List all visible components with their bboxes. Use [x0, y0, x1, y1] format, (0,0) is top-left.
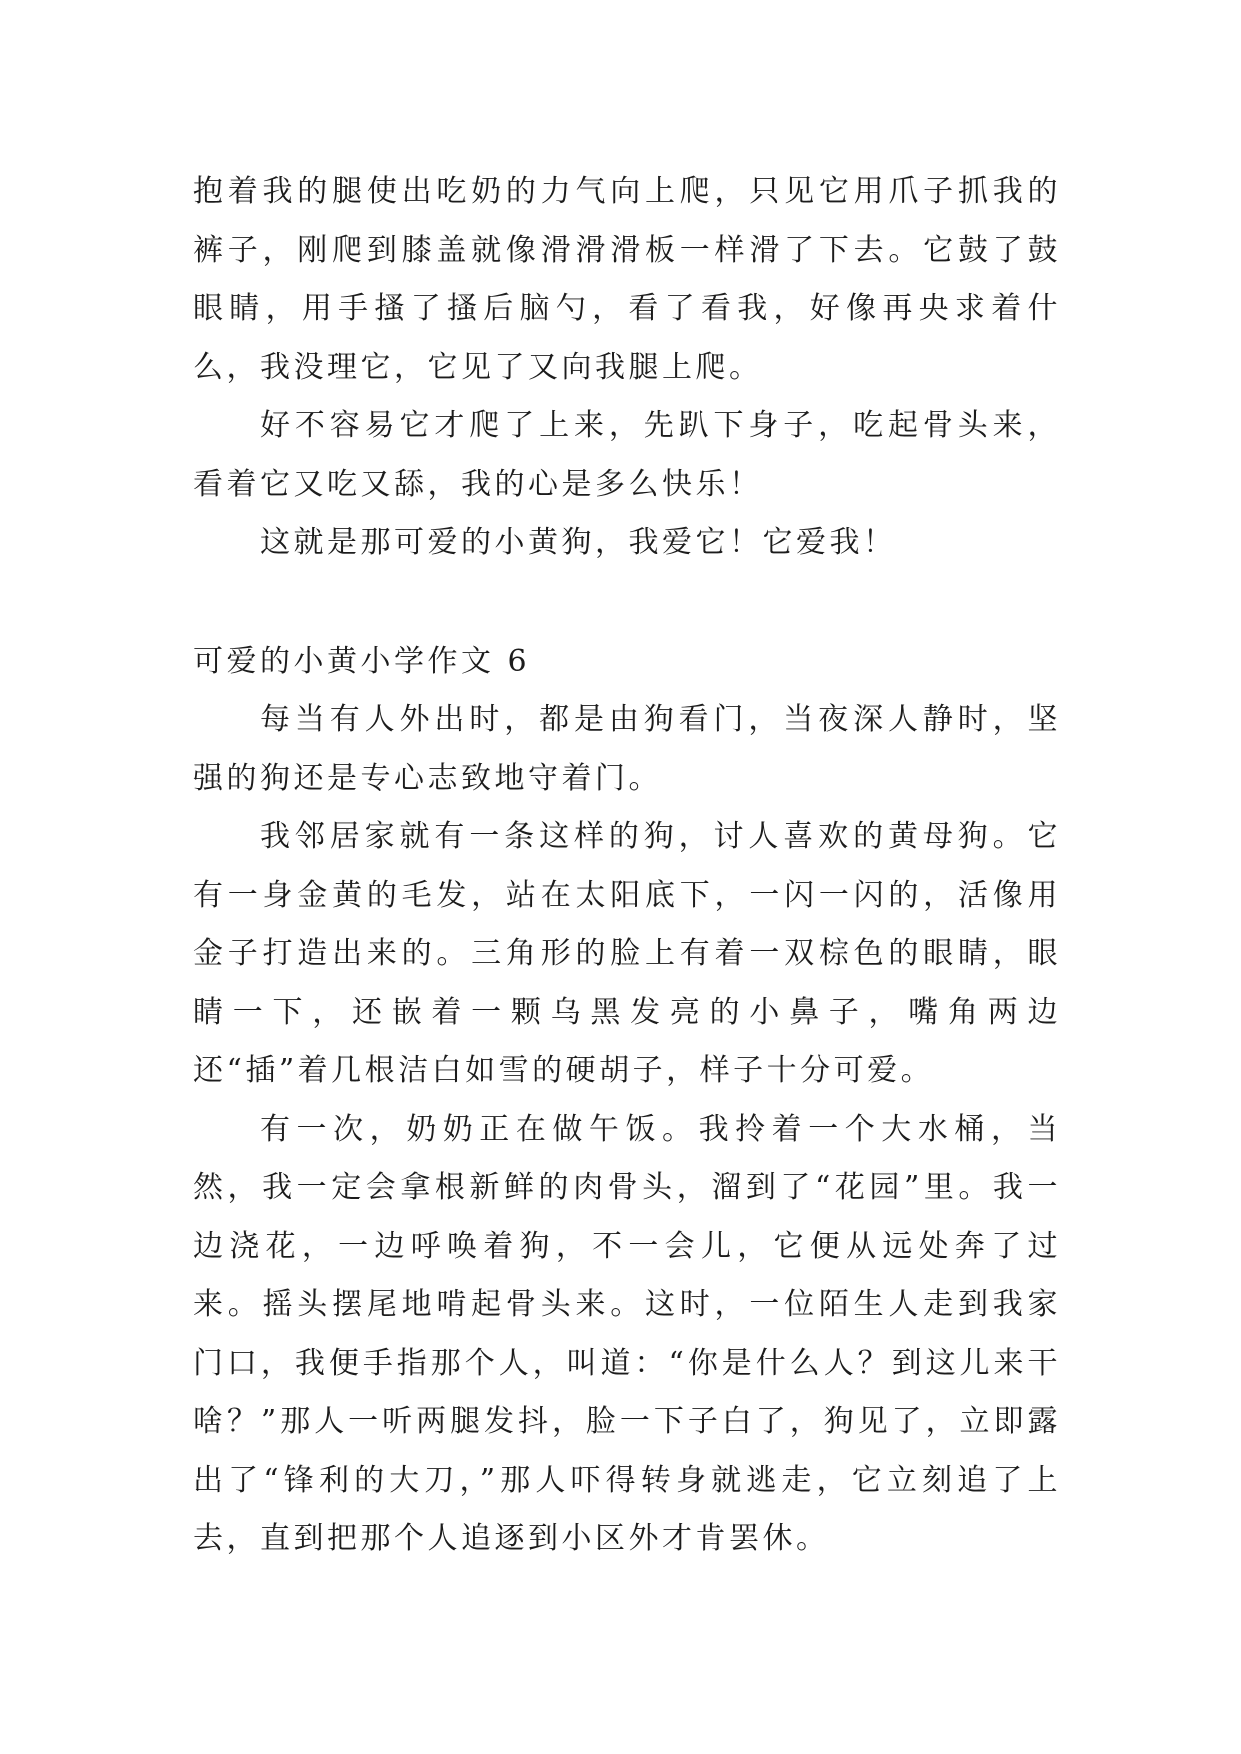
paragraph: 有一次，奶奶正在做午饭。我拎着一个大水桶，当然，我一定会拿根新鲜的肉骨头，溜到了“花园”里。我一边浇花，一边呼唤着狗，不一会儿，它便从远处奔了过来。摇头摆尾地啃起骨头来。这时，一位陌生人走到我家门口，我便手指那个人，叫道：“你是什么人？到这儿来干啥？”那人一听两腿发抖，脸一下子白了，狗见了，立即露出了“锋利的大刀，”那人吓得转身就逃走，它立刻追了上去，直到把那个人追逐到小区外才肯罢休。	[193, 1111, 1061, 1556]
document-page	[193, 163, 1061, 1569]
paragraph: 好不容易它才爬了上来，先趴下身子，吃起骨头来，看着它又吃又舔，我的心是多么快乐！	[193, 408, 1061, 502]
section-title: 可爱的小黄小学作文 6	[193, 643, 531, 679]
paragraph: 这就是那可爱的小黄狗，我爱它！它爱我！	[260, 525, 897, 560]
paragraph-continued: 抱着我的腿使出吃奶的力气向上爬，只见它用爪子抓我的裤子，刚爬到膝盖就像滑滑滑板一样滑了下去。它鼓了鼓眼睛，用手搔了搔后脑勺，看了看我，好像再央求着什么，我没理它，它见了又向我腿上爬。	[193, 174, 1061, 385]
paragraph: 每当有人外出时，都是由狗看门，当夜深人静时，坚强的狗还是专心志致地守着门。	[193, 702, 1061, 796]
paragraph: 我邻居家就有一条这样的狗，讨人喜欢的黄母狗。它有一身金黄的毛发，站在太阳底下，一闪一闪的，活像用金子打造出来的。三角形的脸上有着一双棕色的眼睛，眼睛一下，还嵌着一颗乌黑发亮的小鼻子，嘴角两边还“插”着几根洁白如雪的硬胡子，样子十分可爱。	[193, 819, 1061, 1088]
